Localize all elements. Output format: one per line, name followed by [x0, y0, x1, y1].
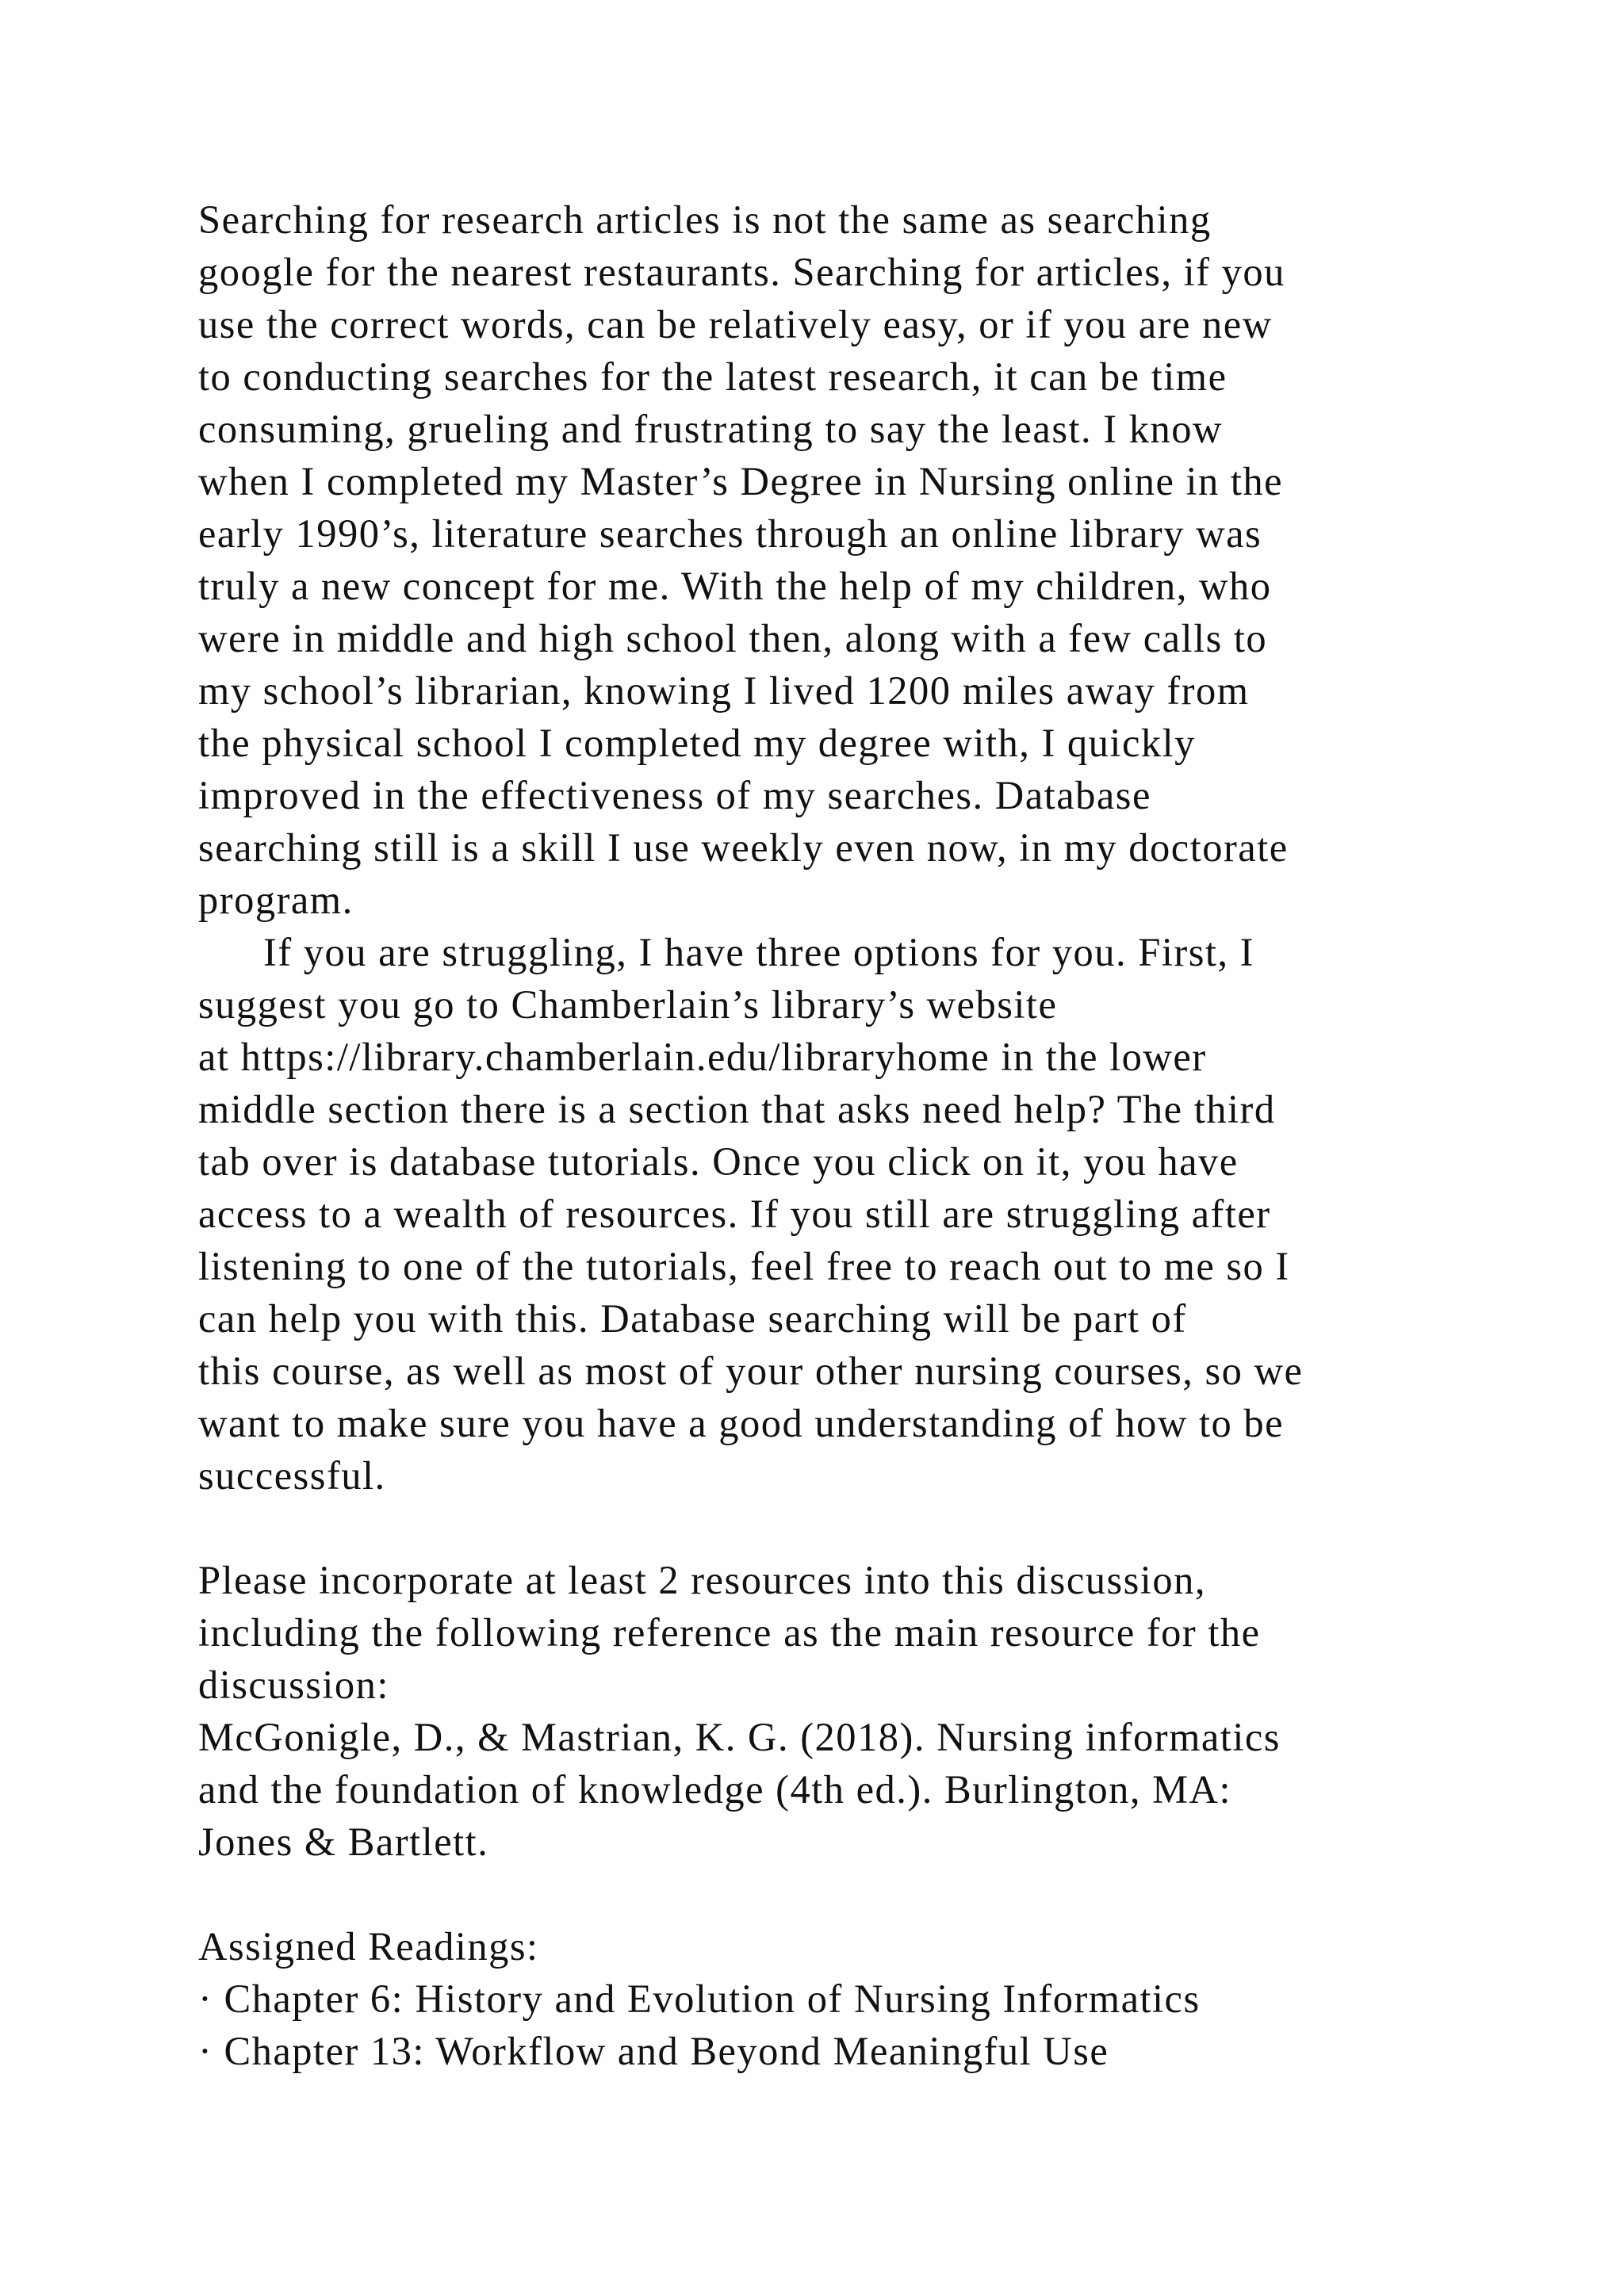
- text-line: discussion:: [198, 1663, 389, 1707]
- text-line: Searching for research articles is not the same as searching: [198, 197, 1212, 242]
- text-line: improved in the effectiveness of my searches. Database: [198, 773, 1151, 817]
- text-line: program.: [198, 878, 354, 922]
- readings-heading: Assigned Readings:: [198, 1924, 539, 1969]
- text-line-with-url: at https://library.chamberlain.edu/libraryhome in the lower: [198, 1035, 1207, 1079]
- blank-line: [198, 1502, 1546, 1554]
- text-line: middle section there is a section that asks need help? The third: [198, 1087, 1276, 1131]
- text-line: when I completed my Master’s Degree in Nursing online in the: [198, 459, 1284, 503]
- text-line: successful.: [198, 1453, 386, 1498]
- reading-item: · Chapter 6: History and Evolution of Nursing Informatics: [198, 1976, 1201, 2021]
- text-line: the physical school I completed my degree with, I quickly: [198, 721, 1196, 765]
- reference-line: McGonigle, D., & Mastrian, K. G. (2018). Nursing informatics: [198, 1715, 1281, 1759]
- text-line: google for the nearest restaurants. Searching for articles, if you: [198, 250, 1285, 294]
- text-line: suggest you go to Chamberlain’s library’s website: [198, 982, 1058, 1027]
- blank-line: [198, 1868, 1546, 1920]
- reference-line: Jones & Bartlett.: [198, 1820, 489, 1864]
- text-line: consuming, grueling and frustrating to say the least. I know: [198, 407, 1223, 451]
- text-line: my school’s librarian, knowing I lived 1200 miles away from: [198, 668, 1250, 713]
- text-line: tab over is database tutorials. Once you click on it, you have: [198, 1139, 1239, 1184]
- text-line: access to a wealth of resources. If you still are struggling after: [198, 1192, 1271, 1236]
- text-line: can help you with this. Database searching will be part of: [198, 1296, 1187, 1341]
- text-line: to conducting searches for the latest research, it can be time: [198, 354, 1228, 399]
- text-line: truly a new concept for me. With the help of my children, who: [198, 564, 1272, 608]
- text-line: listening to one of the tutorials, feel free to reach out to me so I: [198, 1244, 1290, 1288]
- text-line: this course, as well as most of your other nursing courses, so we: [198, 1349, 1304, 1393]
- text-line: If you are struggling, I have three options for you. First, I: [263, 930, 1254, 974]
- text-line: early 1990’s, literature searches through an online library was: [198, 511, 1262, 556]
- text-line: including the following reference as the main resource for the: [198, 1610, 1261, 1655]
- text-line: want to make sure you have a good understanding of how to be: [198, 1401, 1285, 1445]
- document-body: [198, 193, 1546, 2077]
- text-line: were in middle and high school then, along with a few calls to: [198, 616, 1268, 660]
- text-line: Please incorporate at least 2 resources into this discussion,: [198, 1558, 1206, 1602]
- text-line: searching still is a skill I use weekly even now, in my doctorate: [198, 825, 1289, 870]
- text-line: use the correct words, can be relatively easy, or if you are new: [198, 302, 1273, 346]
- reading-item: · Chapter 13: Workflow and Beyond Meaningful Use: [198, 2029, 1109, 2073]
- reference-line: and the foundation of knowledge (4th ed.). Burlington, MA:: [198, 1767, 1231, 1812]
